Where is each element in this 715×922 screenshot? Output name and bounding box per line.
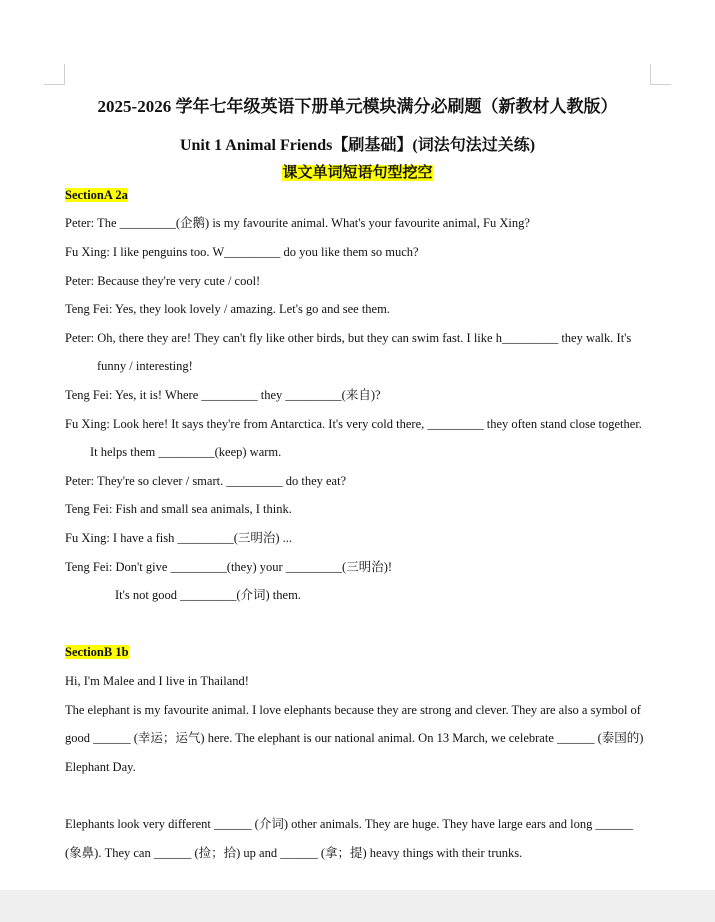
dialogue-line: Teng Fei: Yes, they look lovely / amazing. Let's go and see them. bbox=[65, 302, 390, 316]
dialogue-line: Peter: Because they're very cute / cool! bbox=[65, 274, 261, 288]
dialogue-line: Fu Xing: I like penguins too. W_________ do you like them so much? bbox=[65, 245, 419, 259]
passage-line: (象鼻). They can ______ (捡；拾) up and ______ (拿；提) heavy things with their trunks. bbox=[65, 846, 523, 860]
page-corner-mark-top-right bbox=[650, 64, 671, 85]
section-a-label-text: SectionA 2a bbox=[65, 188, 128, 202]
dialogue-line: Peter: The _________(企鹅) is my favourite animal. What's your favourite animal, Fu Xing? bbox=[65, 216, 530, 230]
section-a-label bbox=[65, 187, 128, 203]
passage-line: good ______ (幸运；运气) here. The elephant is our national animal. On 13 March, we celebrate ______ (泰国的) bbox=[65, 731, 644, 745]
document-subtitle: Unit 1 Animal Friends【刷基础】(词法句法过关练) bbox=[179, 137, 536, 154]
dialogue-line-continuation: funny / interesting! bbox=[97, 359, 193, 373]
dialogue-line: Peter: Oh, there they are! They can't fly like other birds, but they can swim fast. I like h_________ they walk. It's bbox=[65, 331, 632, 345]
dialogue-line: Fu Xing: Look here! It says they're from Antarctica. It's very cold there, _________ they often stand close together. bbox=[65, 417, 642, 431]
section-heading-text: 课文单词短语句型挖空 bbox=[282, 165, 433, 181]
dialogue-line-continuation: It helps them _________(keep) warm. bbox=[90, 445, 282, 459]
dialogue-line: Fu Xing: I have a fish _________(三明治) ... bbox=[65, 531, 293, 545]
page-corner-mark-top-left bbox=[44, 64, 65, 85]
passage-line: Elephants look very different ______ (介词) other animals. They are huge. They have large ears and long ______ bbox=[65, 817, 634, 831]
document-title: 2025-2026 学年七年级英语下册单元模块满分必刷题（新教材人教版） bbox=[97, 97, 618, 116]
page-bottom-gutter bbox=[0, 890, 715, 922]
section-heading bbox=[0, 161, 715, 182]
dialogue-line: Teng Fei: Yes, it is! Where _________ they _________(来自)? bbox=[65, 388, 381, 402]
passage-line: Elephant Day. bbox=[65, 760, 136, 774]
passage-line: The elephant is my favourite animal. I love elephants because they are strong and clever. They are also a symbol of bbox=[65, 703, 641, 717]
passage-line: Hi, I'm Malee and I live in Thailand! bbox=[65, 674, 249, 688]
dialogue-line: Teng Fei: Fish and small sea animals, I think. bbox=[65, 502, 292, 516]
dialogue-line: Peter: They're so clever / smart. _________ do they eat? bbox=[65, 474, 347, 488]
section-b-label bbox=[65, 644, 129, 660]
dialogue-line: Teng Fei: Don't give _________(they) your _________(三明治)! bbox=[65, 560, 393, 574]
dialogue-line-continuation: It's not good _________(介词) them. bbox=[115, 588, 301, 602]
section-b-label-text: SectionB 1b bbox=[65, 645, 129, 659]
